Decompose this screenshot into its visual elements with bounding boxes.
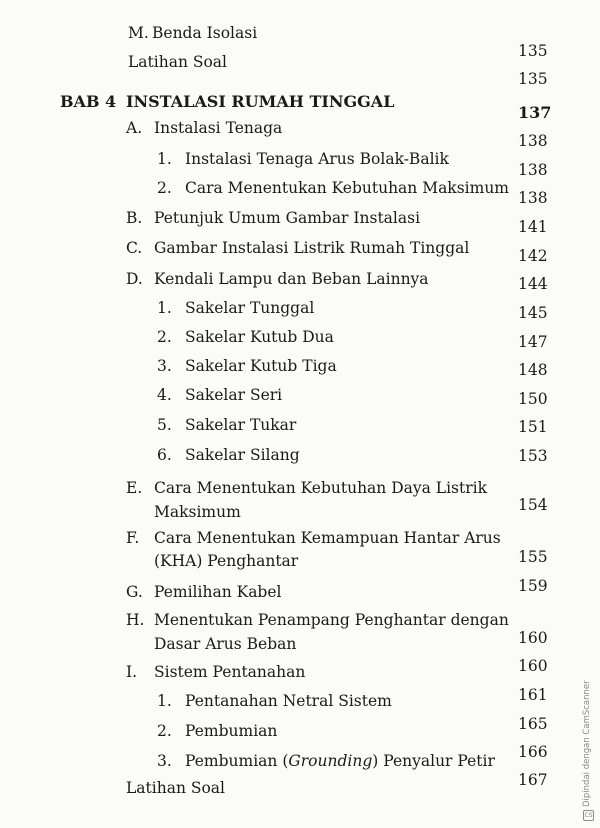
chapter-number: BAB 4 bbox=[60, 92, 117, 111]
toc-entry-d[interactable] bbox=[0, 270, 600, 294]
page-number: 144 bbox=[518, 275, 548, 293]
toc-entry-d2[interactable] bbox=[0, 328, 600, 352]
page-number: 155 bbox=[518, 548, 548, 566]
entry-label: Petunjuk Umum Gambar Instalasi bbox=[154, 209, 421, 227]
entry-label: Instalasi Tenaga bbox=[154, 119, 283, 137]
page-number: 159 bbox=[518, 577, 548, 595]
toc-entry-d3[interactable] bbox=[0, 357, 600, 381]
toc-entry-a[interactable] bbox=[0, 119, 600, 143]
toc-chapter-bab-4[interactable] bbox=[0, 92, 600, 116]
page-number: 151 bbox=[518, 418, 548, 436]
toc-entry-d6[interactable] bbox=[0, 446, 600, 470]
entry-label-line-1: Cara Menentukan Kemampuan Hantar Arus bbox=[154, 529, 501, 547]
page-number: 160 bbox=[518, 657, 548, 675]
entry-number: 2. bbox=[157, 179, 172, 197]
toc-entry-d4[interactable] bbox=[0, 386, 600, 410]
entry-label-line-2: (KHA) Penghantar bbox=[154, 552, 299, 570]
entry-number: 4. bbox=[157, 386, 172, 404]
entry-label-line-1: Cara Menentukan Kebutuhan Daya Listrik bbox=[154, 479, 487, 497]
entry-label: Latihan Soal bbox=[126, 779, 226, 797]
toc-entry-a2[interactable] bbox=[0, 179, 600, 203]
toc-entry-b[interactable] bbox=[0, 209, 600, 233]
entry-letter: M. bbox=[128, 24, 149, 42]
toc-entry-latihan-soal[interactable] bbox=[0, 53, 600, 77]
page-number: 135 bbox=[518, 42, 548, 60]
entry-label: Sistem Pentanahan bbox=[154, 663, 306, 681]
entry-label: Sakelar Silang bbox=[185, 446, 300, 464]
toc-entry-d1[interactable] bbox=[0, 299, 600, 323]
entry-letter: I. bbox=[126, 663, 138, 681]
entry-number: 6. bbox=[157, 446, 172, 464]
entry-label-line-2: Maksimum bbox=[154, 503, 241, 521]
entry-label-post: ) Penyalur Petir bbox=[372, 752, 495, 770]
entry-letter: E. bbox=[126, 479, 143, 497]
entry-number: 1. bbox=[157, 150, 172, 168]
page-number: 135 bbox=[518, 70, 548, 88]
entry-label: Sakelar Kutub Tiga bbox=[185, 357, 337, 375]
entry-label: Pemilihan Kabel bbox=[154, 583, 282, 601]
entry-label-line-2: Dasar Arus Beban bbox=[154, 635, 297, 653]
entry-label: Pentanahan Netral Sistem bbox=[185, 692, 392, 710]
toc-entry-f[interactable] bbox=[0, 529, 600, 575]
entry-number: 1. bbox=[157, 299, 172, 317]
chapter-title: INSTALASI RUMAH TINGGAL bbox=[126, 92, 395, 111]
toc-entry-e[interactable] bbox=[0, 479, 600, 525]
toc-entry-d5[interactable] bbox=[0, 416, 600, 440]
entry-letter: H. bbox=[126, 611, 145, 629]
page-number: 142 bbox=[518, 247, 548, 265]
toc-entry-i1[interactable] bbox=[0, 692, 600, 716]
toc-entry-m[interactable] bbox=[0, 24, 600, 48]
camscanner-icon: CS bbox=[584, 812, 593, 819]
toc-entry-i3[interactable] bbox=[0, 752, 600, 776]
page-number: 138 bbox=[518, 161, 548, 179]
entry-number: 2. bbox=[157, 328, 172, 346]
entry-label: Latihan Soal bbox=[128, 53, 228, 71]
page-number: 160 bbox=[518, 629, 548, 647]
page-number: 148 bbox=[518, 361, 548, 379]
toc-entry-latihan-soal-2[interactable] bbox=[0, 779, 600, 803]
entry-letter: C. bbox=[126, 239, 143, 257]
page-number: 141 bbox=[518, 218, 548, 236]
page-number: 166 bbox=[518, 743, 548, 761]
entry-label-line-1: Menentukan Penampang Penghantar dengan bbox=[154, 611, 509, 629]
entry-number: 3. bbox=[157, 752, 172, 770]
page-number: 153 bbox=[518, 447, 548, 465]
toc-entry-h[interactable] bbox=[0, 611, 600, 657]
page-number: 165 bbox=[518, 715, 548, 733]
entry-label: Benda Isolasi bbox=[152, 24, 258, 42]
camscanner-watermark bbox=[582, 680, 594, 823]
entry-label: Sakelar Tukar bbox=[185, 416, 297, 434]
entry-number: 3. bbox=[157, 357, 172, 375]
entry-number: 1. bbox=[157, 692, 172, 710]
toc-entry-i[interactable] bbox=[0, 663, 600, 687]
page-number: 138 bbox=[518, 189, 548, 207]
toc-entry-i2[interactable] bbox=[0, 722, 600, 746]
entry-label: Sakelar Seri bbox=[185, 386, 283, 404]
watermark-text: Dipindai dengan CamScanner bbox=[582, 680, 592, 807]
page-number: 167 bbox=[518, 771, 548, 789]
page-number: 145 bbox=[518, 304, 548, 322]
entry-letter: F. bbox=[126, 529, 140, 547]
entry-number: 5. bbox=[157, 416, 172, 434]
entry-letter: G. bbox=[126, 583, 143, 601]
entry-letter: A. bbox=[126, 119, 143, 137]
entry-label: Cara Menentukan Kebutuhan Maksimum bbox=[185, 179, 509, 197]
toc-entry-g[interactable] bbox=[0, 583, 600, 607]
entry-label-pre: Pembumian ( bbox=[185, 752, 289, 770]
page-number: 138 bbox=[518, 132, 548, 150]
entry-label: Sakelar Kutub Dua bbox=[185, 328, 334, 346]
entry-label-italic: Grounding bbox=[288, 752, 373, 770]
toc-entry-c[interactable] bbox=[0, 239, 600, 263]
page-number: 137 bbox=[518, 103, 552, 122]
entry-label: Pembumian bbox=[185, 722, 278, 740]
page-number: 161 bbox=[518, 686, 548, 704]
toc-entry-a1[interactable] bbox=[0, 150, 600, 174]
page-number: 147 bbox=[518, 333, 548, 351]
entry-label: Instalasi Tenaga Arus Bolak-Balik bbox=[185, 150, 449, 168]
entry-letter: D. bbox=[126, 270, 143, 288]
entry-letter: B. bbox=[126, 209, 143, 227]
page-number: 150 bbox=[518, 390, 548, 408]
entry-label: Kendali Lampu dan Beban Lainnya bbox=[154, 270, 429, 288]
entry-label bbox=[185, 752, 495, 770]
entry-label: Sakelar Tunggal bbox=[185, 299, 315, 317]
page-number: 154 bbox=[518, 496, 548, 514]
entry-number: 2. bbox=[157, 722, 172, 740]
entry-label: Gambar Instalasi Listrik Rumah Tinggal bbox=[154, 239, 470, 257]
